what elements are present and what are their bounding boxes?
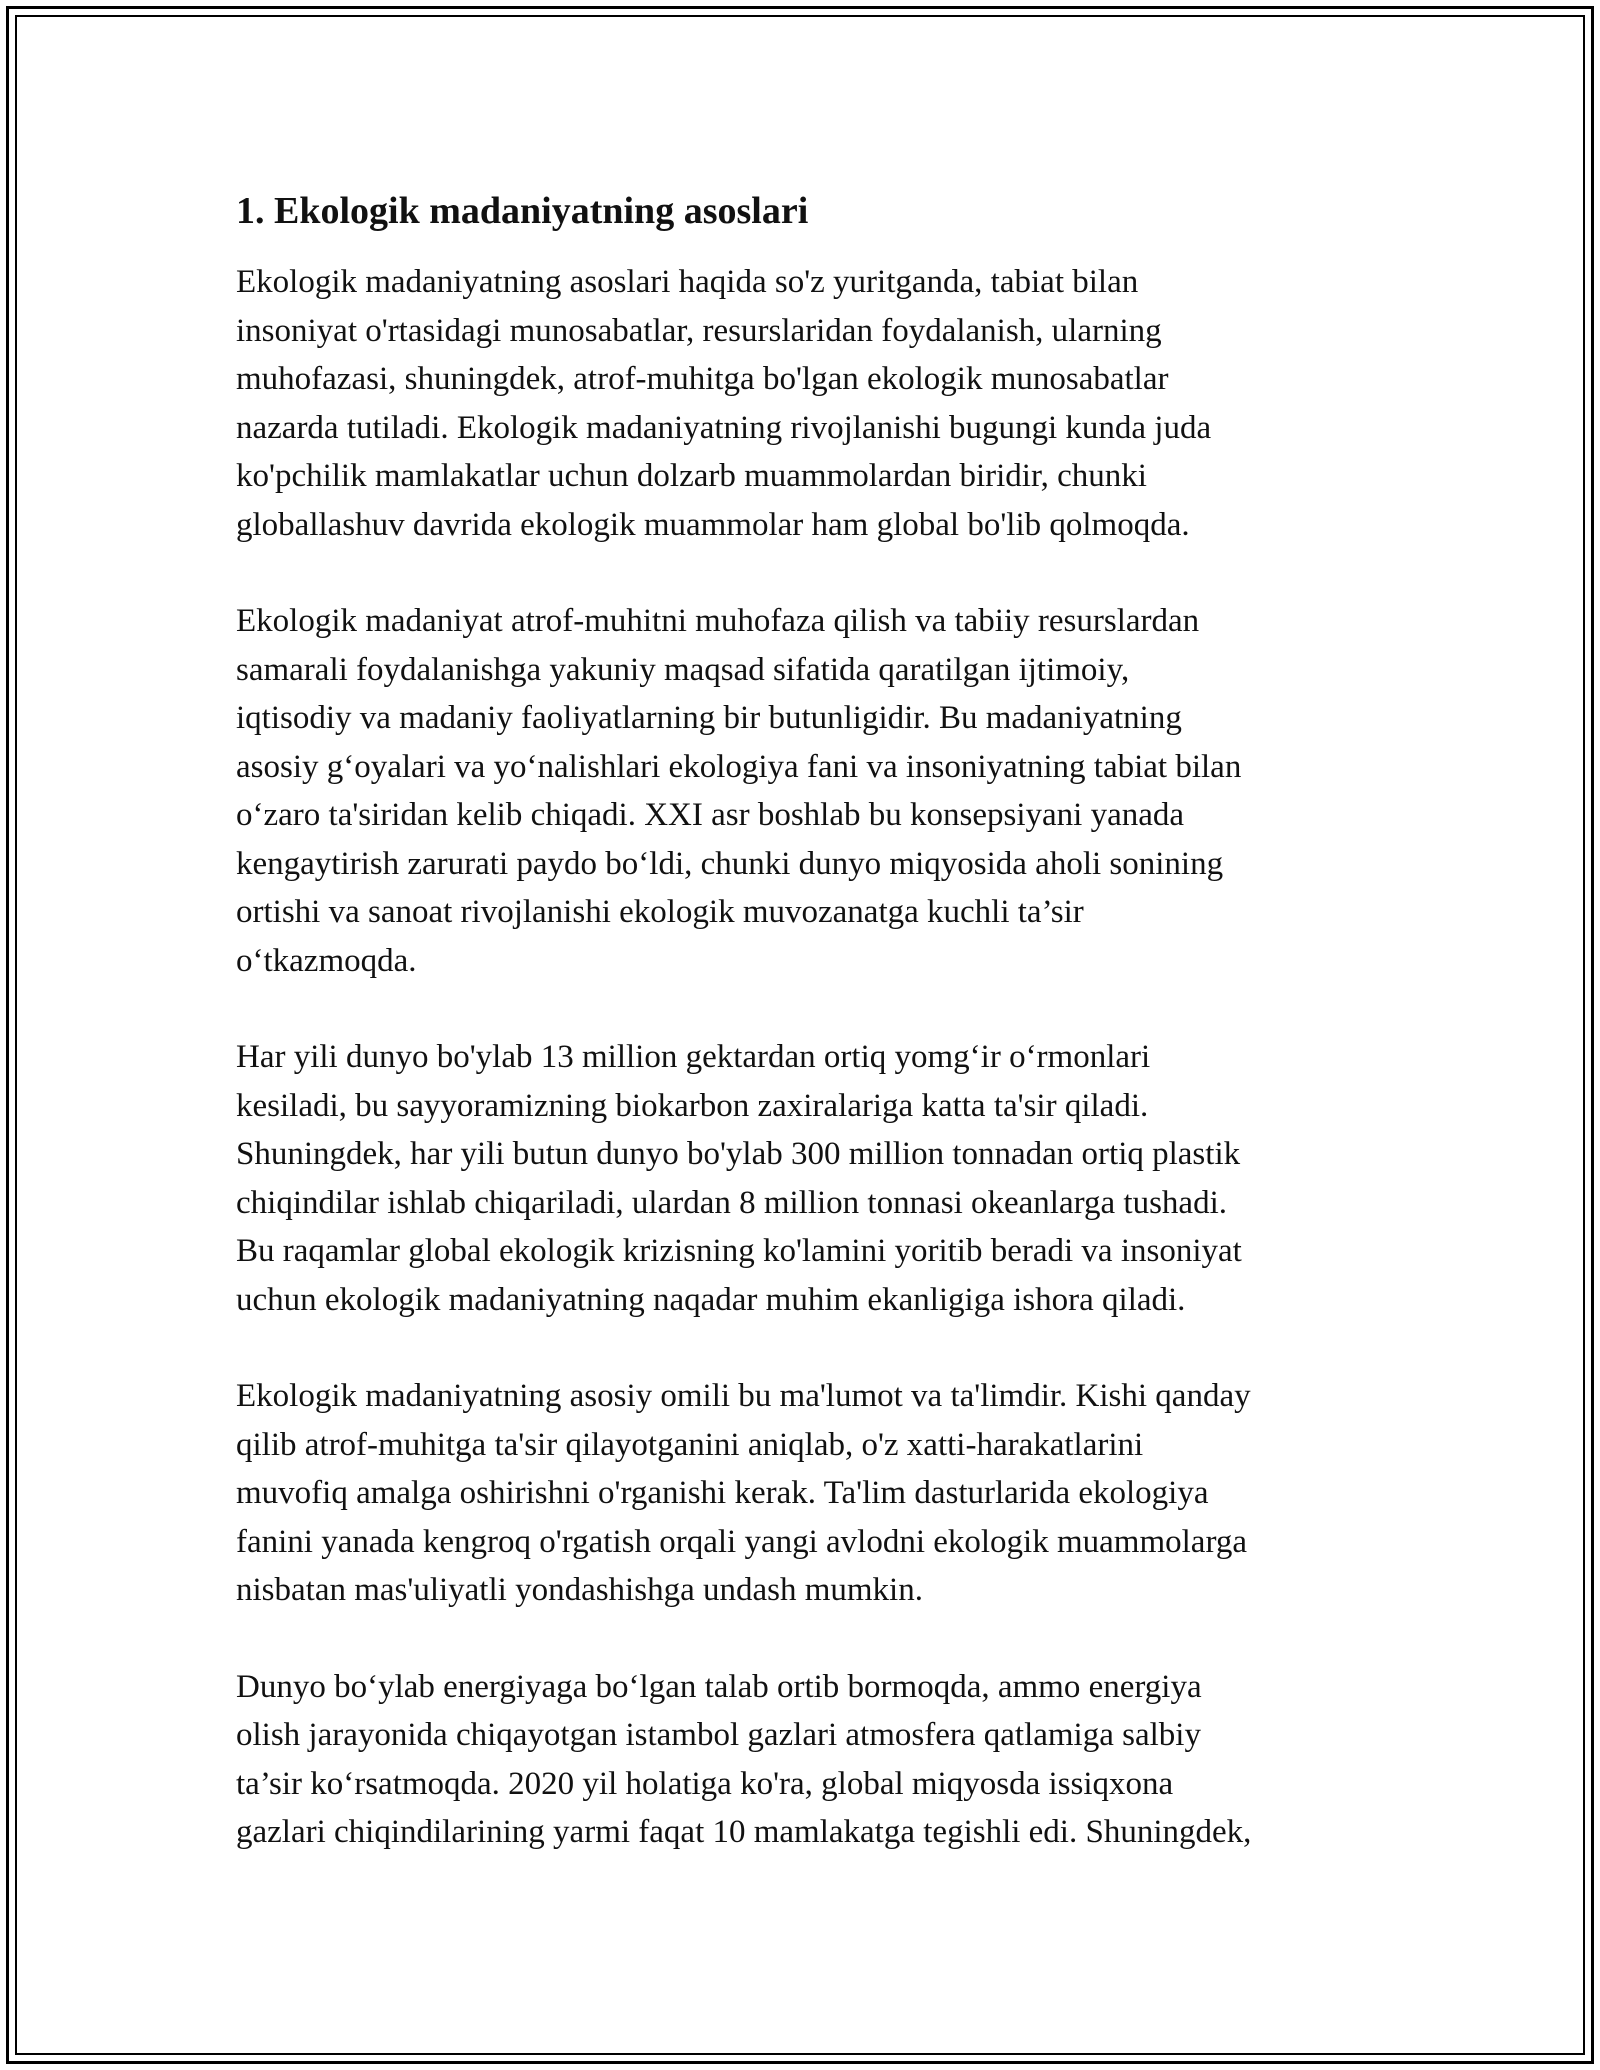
- paragraph-line: chiqindilar ishlab chiqariladi, ulardan 8 million tonnasi okeanlarga tushadi.: [236, 1184, 1227, 1221]
- paragraph-line: o‘zaro ta'siridan kelib chiqadi. XXI asr boshlab bu konsepsiyani yanada: [236, 797, 1185, 833]
- paragraph-line: ko'pchilik mamlakatlar uchun dolzarb muammolardan biridir, chunki: [236, 458, 1147, 494]
- paragraph-line: Shuningdek, har yili butun dunyo bo'ylab 300 million tonnadan ortiq plastik: [236, 1136, 1241, 1172]
- paragraph-line: kesiladi, bu sayyoramizning biokarbon zaxiralariga katta ta'sir qiladi.: [236, 1087, 1149, 1124]
- paragraph-line: Bu raqamlar global ekologik krizisning ko'lamini yoritib beradi va insoniyat: [236, 1233, 1242, 1269]
- paragraph-line: o‘tkazmoqda.: [236, 942, 417, 979]
- paragraph-4: [236, 1372, 1376, 1615]
- paragraph-line: uchun ekologik madaniyatning naqadar muhim ekanligiga ishora qiladi.: [236, 1281, 1186, 1318]
- paragraph-line: ortishi va sanoat rivojlanishi ekologik muvozanatga kuchli ta’sir: [236, 894, 1084, 930]
- section-heading: 1. Ekologik madaniyatning asoslari: [236, 190, 809, 232]
- paragraph-line: fanini yanada kengroq o'rgatish orqali yangi avlodni ekologik muammolarga: [236, 1523, 1247, 1560]
- paragraph-line: iqtisodiy va madaniy faoliyatlarning bir butunligidir. Bu madaniyatning: [236, 700, 1182, 736]
- paragraph-line: insoniyat o'rtasidagi munosabatlar, resurslaridan foydalanish, ularning: [236, 312, 1162, 349]
- paragraph-line: samarali foydalanishga yakuniy maqsad sifatida qaratilgan ijtimoiy,: [236, 651, 1130, 688]
- paragraph-line: nazarda tutiladi. Ekologik madaniyatning rivojlanishi bugungi kunda juda: [236, 409, 1212, 446]
- paragraph-line: olish jarayonida chiqayotgan istambol gazlari atmosfera qatlamiga salbiy: [236, 1717, 1201, 1753]
- paragraph-3: [236, 1033, 1376, 1324]
- paragraph-line: muhofazasi, shuningdek, atrof-muhitga bo'lgan ekologik munosabatlar: [236, 361, 1169, 397]
- paragraph-line: Ekologik madaniyat atrof-muhitni muhofaza qilish va tabiiy resurslardan: [236, 603, 1200, 639]
- document-body: [236, 186, 1376, 1905]
- paragraph-line: kengaytirish zarurati paydo bo‘ldi, chunki dunyo miqyosida aholi sonining: [236, 845, 1224, 882]
- paragraph-line: gazlari chiqindilarining yarmi faqat 10 mamlakatga tegishli edi. Shuningdek,: [236, 1814, 1252, 1850]
- paragraph-line: Ekologik madaniyatning asosiy omili bu ma'lumot va ta'limdir. Kishi qanday: [236, 1378, 1251, 1414]
- paragraph-1: [236, 258, 1376, 549]
- paragraph-line: qilib atrof-muhitga ta'sir qilayotganini aniqlab, o'z xatti-harakatlarini: [236, 1426, 1144, 1463]
- paragraph-line: globallashuv davrida ekologik muammolar ham global bo'lib qolmoqda.: [236, 506, 1190, 543]
- paragraph-line: ta’sir ko‘rsatmoqda. 2020 yil holatiga ko'ra, global miqyosda issiqxona: [236, 1765, 1174, 1802]
- paragraph-line: Har yili dunyo bo'ylab 13 million gektardan ortiq yomg‘ir o‘rmonlari: [236, 1039, 1151, 1075]
- paragraph-line: muvofiq amalga oshirishni o'rganishi kerak. Ta'lim dasturlarida ekologiya: [236, 1475, 1209, 1511]
- paragraph-2: [236, 597, 1376, 985]
- paragraph-line: asosiy g‘oyalari va yo‘nalishlari ekologiya fani va insoniyatning tabiat bilan: [236, 748, 1242, 785]
- paragraph-line: Dunyo bo‘ylab energiyaga bo‘lgan talab ortib bormoqda, ammo energiya: [236, 1668, 1202, 1705]
- paragraph-line: nisbatan mas'uliyatli yondashishga undash mumkin.: [236, 1572, 923, 1608]
- paragraph-line: Ekologik madaniyatning asoslari haqida so'z yuritganda, tabiat bilan: [236, 264, 1139, 300]
- paragraph-5: [236, 1663, 1376, 1857]
